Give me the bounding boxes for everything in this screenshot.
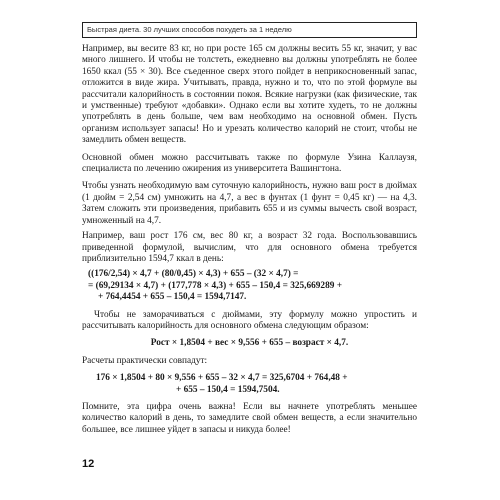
formula-simplified <box>82 338 417 349</box>
formula-simplified-calculation <box>82 373 417 396</box>
paragraph-example-calculation: Например, ваш рост 176 см, вес 80 кг, а возраст 32 года. Воспользовавшись приведенной формулой, вычислим, что для основного обмена требуется приблизительно 1594,7 ккал в день: <box>82 231 417 264</box>
paragraph-remember: Помните, эта цифра очень важна! Если вы начнете употреблять меньшее количество калорий в день, то замедлите свой обмен веществ, а если значительно большее, все лишнее уйдет в запасы и никуда более! <box>82 401 417 435</box>
paragraph-example-weight: Например, вы весите 83 кг, но при росте 165 см должны весить 55 кг, значит, у вас много лишнего. И чтобы не толстеть, ежедневно вы должны употреблять не более 1650 ккал (55 × 30). Все съеденное сверх этого пойдет в неприкосновенный запас, отложится в виде жира. Учитывать, правда, нужно и то, что по этой формуле вы рассчитали калорийность в состоянии покоя. Всякие нагрузки (как физические, так и умственные) требуют «добавки». Однако если вы хотите худеть, то не должны употреблять в день больше, чем вам необходимо на основной обмен. Пусть организм использует запасы! Но и урезать количество калорий не стоит, чтобы не замедлить обмен веществ. <box>82 44 417 146</box>
formula-line: ((176/2,54) × 4,7 + (80/0,45) × 4,3) + 655 – (32 × 4,7) = <box>88 269 299 280</box>
formula-full-calculation <box>82 269 417 303</box>
paragraph-results-match: Расчеты практически совпадут: <box>82 355 208 366</box>
paragraph-callaway-formula: Основной обмен можно рассчитывать также по формуле Узина Каллаузя, специалиста по лечению ожирения из университета Вашингтона. <box>82 152 417 175</box>
formula-line: + 764,4454 + 655 – 150,4 = 1594,7147. <box>98 292 247 303</box>
formula-line: = (69,29134 × 4,7) + (177,778 × 4,3) + 655 – 150,4 = 325,669289 + <box>88 280 342 291</box>
formula-line: Рост × 1,8504 + вес × 9,556 + 655 – возраст × 4,7. <box>150 338 349 349</box>
paragraph-simplify: Чтобы не заморачиваться с дюймами, эту формулу можно упростить и рассчитывать калорийность для основного обмена следующим образом: <box>82 309 417 331</box>
running-header <box>82 22 417 38</box>
running-title: Быстрая диета. 30 лучших способов похудеть за 1 неделю <box>87 25 292 34</box>
formula-line: + 655 – 150,4 = 1594,7504. <box>176 384 280 395</box>
formula-line: 176 × 1,8504 + 80 × 9,556 + 655 – 32 × 4,7 = 325,6704 + 764,48 + <box>96 373 348 384</box>
page-number: 12 <box>82 458 95 470</box>
page-body <box>82 44 417 442</box>
paragraph-formula-explanation: Чтобы узнать необходимую вам суточную калорийность, нужно ваш рост в дюймах (1 дюйм = 2,54 см) умножить на 4,7, а вес в фунтах (1 фунт = 0,45 кг) — на 4,3. Затем сложить эти произведения, прибавить 655 и из суммы вычесть свой возраст, умноженный на 4,7. <box>82 181 417 226</box>
